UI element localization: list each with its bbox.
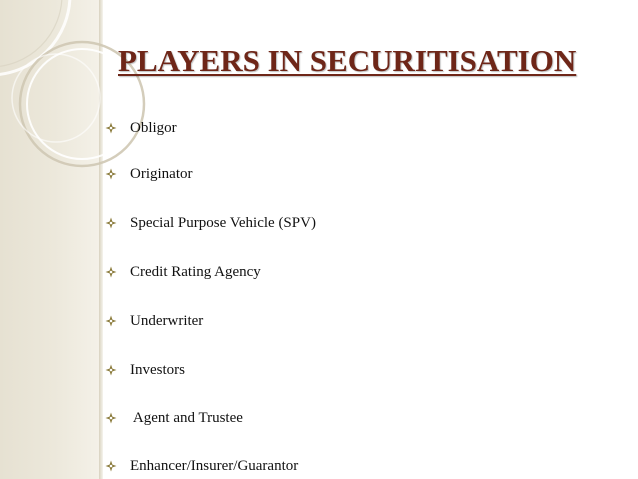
diamond-bullet-icon [105,168,117,180]
diamond-bullet-icon [105,364,117,376]
list-item-label: Investors [130,361,185,378]
diamond-bullet-icon [105,122,117,134]
diamond-bullet-icon [105,266,117,278]
page-title: PLAYERS IN SECURITISATION [118,43,577,78]
diamond-bullet-icon [105,412,117,424]
list-item-label: Agent and Trustee [130,409,243,426]
list-item [105,456,298,476]
list-item-label: Special Purpose Vehicle (SPV) [130,214,316,231]
list-item [105,311,203,331]
list-item-label: Credit Rating Agency [130,263,261,280]
list-item-label: Enhancer/Insurer/Guarantor [130,457,299,474]
list-item-label: Obligor [130,119,177,136]
list-item [105,213,316,233]
list-item [105,408,243,428]
diamond-bullet-icon [105,217,117,229]
list-item [105,118,177,138]
list-item [105,164,192,184]
list-item [105,360,185,380]
list-item-label: Originator [130,165,193,182]
list-item [105,262,261,282]
diamond-bullet-icon [105,315,117,327]
diamond-bullet-icon [105,460,117,472]
list-item-label: Underwriter [130,312,204,329]
